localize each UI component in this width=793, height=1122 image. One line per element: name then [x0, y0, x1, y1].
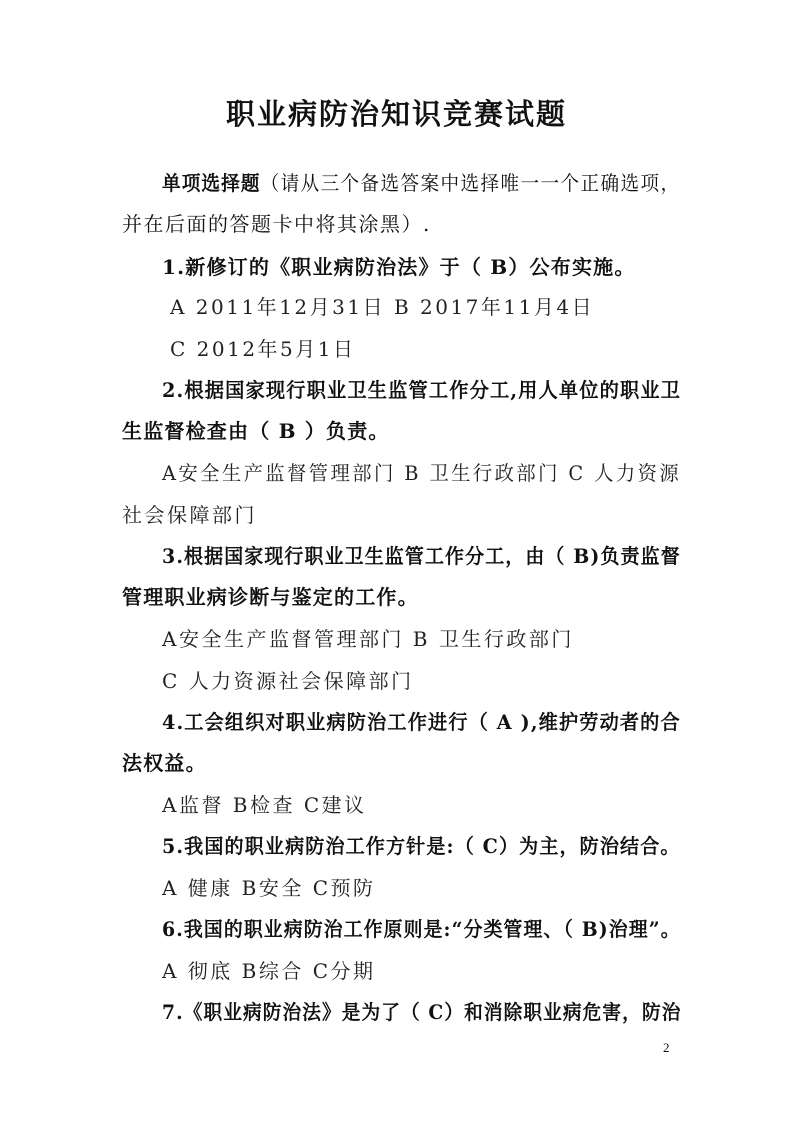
- question-type-label: 单项选择题: [162, 171, 261, 195]
- question-2-options-line-1: A安全生产监督管理部门 B 卫生行政部门 C 人力资源: [162, 461, 682, 485]
- question-2-line-1: 2.根据国家现行职业卫生监管工作分工,用人单位的职业卫: [162, 378, 682, 402]
- question-3-options-line-1: A安全生产监督管理部门 B 卫生行政部门: [162, 627, 574, 651]
- question-5-line-1: 5.我国的职业病防治工作方针是:（ C）为主，防治结合。: [162, 834, 681, 858]
- question-1-options-line-2: C 2012年5月1日: [170, 337, 356, 361]
- question-5-options: A 健康 B安全 C预防: [162, 876, 376, 900]
- question-2-options-line-2: 社会保障部门: [122, 503, 257, 527]
- page-title: 职业病防治知识竞赛试题: [225, 97, 567, 131]
- intro-line-1: [162, 170, 680, 196]
- question-6-options: A 彻底 B综合 C分期: [162, 959, 376, 983]
- question-4-line-1: 4.工会组织对职业病防治工作进行（ A ),维护劳动者的合: [162, 710, 681, 734]
- question-7-line-1: 7.《职业病防治法》是为了（ C）和消除职业病危害，防治: [162, 1000, 682, 1024]
- question-1-options-line-1: A 2011年12月31日 B 2017年11月4日: [170, 295, 595, 319]
- question-4-options: A监督 B检查 C建议: [162, 793, 367, 817]
- question-3-line-1: 3.根据国家现行职业卫生监管工作分工，由（ B)负责监督: [162, 544, 681, 568]
- question-3-line-2: 管理职业病诊断与鉴定的工作。: [122, 585, 419, 609]
- question-3-options-line-2: C 人力资源社会保障部门: [162, 669, 414, 693]
- intro-line-2: 并在后面的答题卡中将其涂黑）.: [122, 212, 431, 236]
- question-1-line-1: 1.新修订的《职业病防治法》于（ B）公布实施。: [162, 255, 636, 279]
- question-6-line-1: 6.我国的职业病防治工作原则是:“分类管理、（ B)治理”。: [162, 917, 681, 941]
- question-4-line-2: 法权益。: [122, 751, 207, 775]
- intro-text: （请从三个备选答案中选择唯一一个正确选项，: [260, 171, 681, 195]
- question-2-line-2: 生监督检查由（ B ）负责。: [122, 419, 390, 443]
- page-number: 2: [663, 1040, 670, 1055]
